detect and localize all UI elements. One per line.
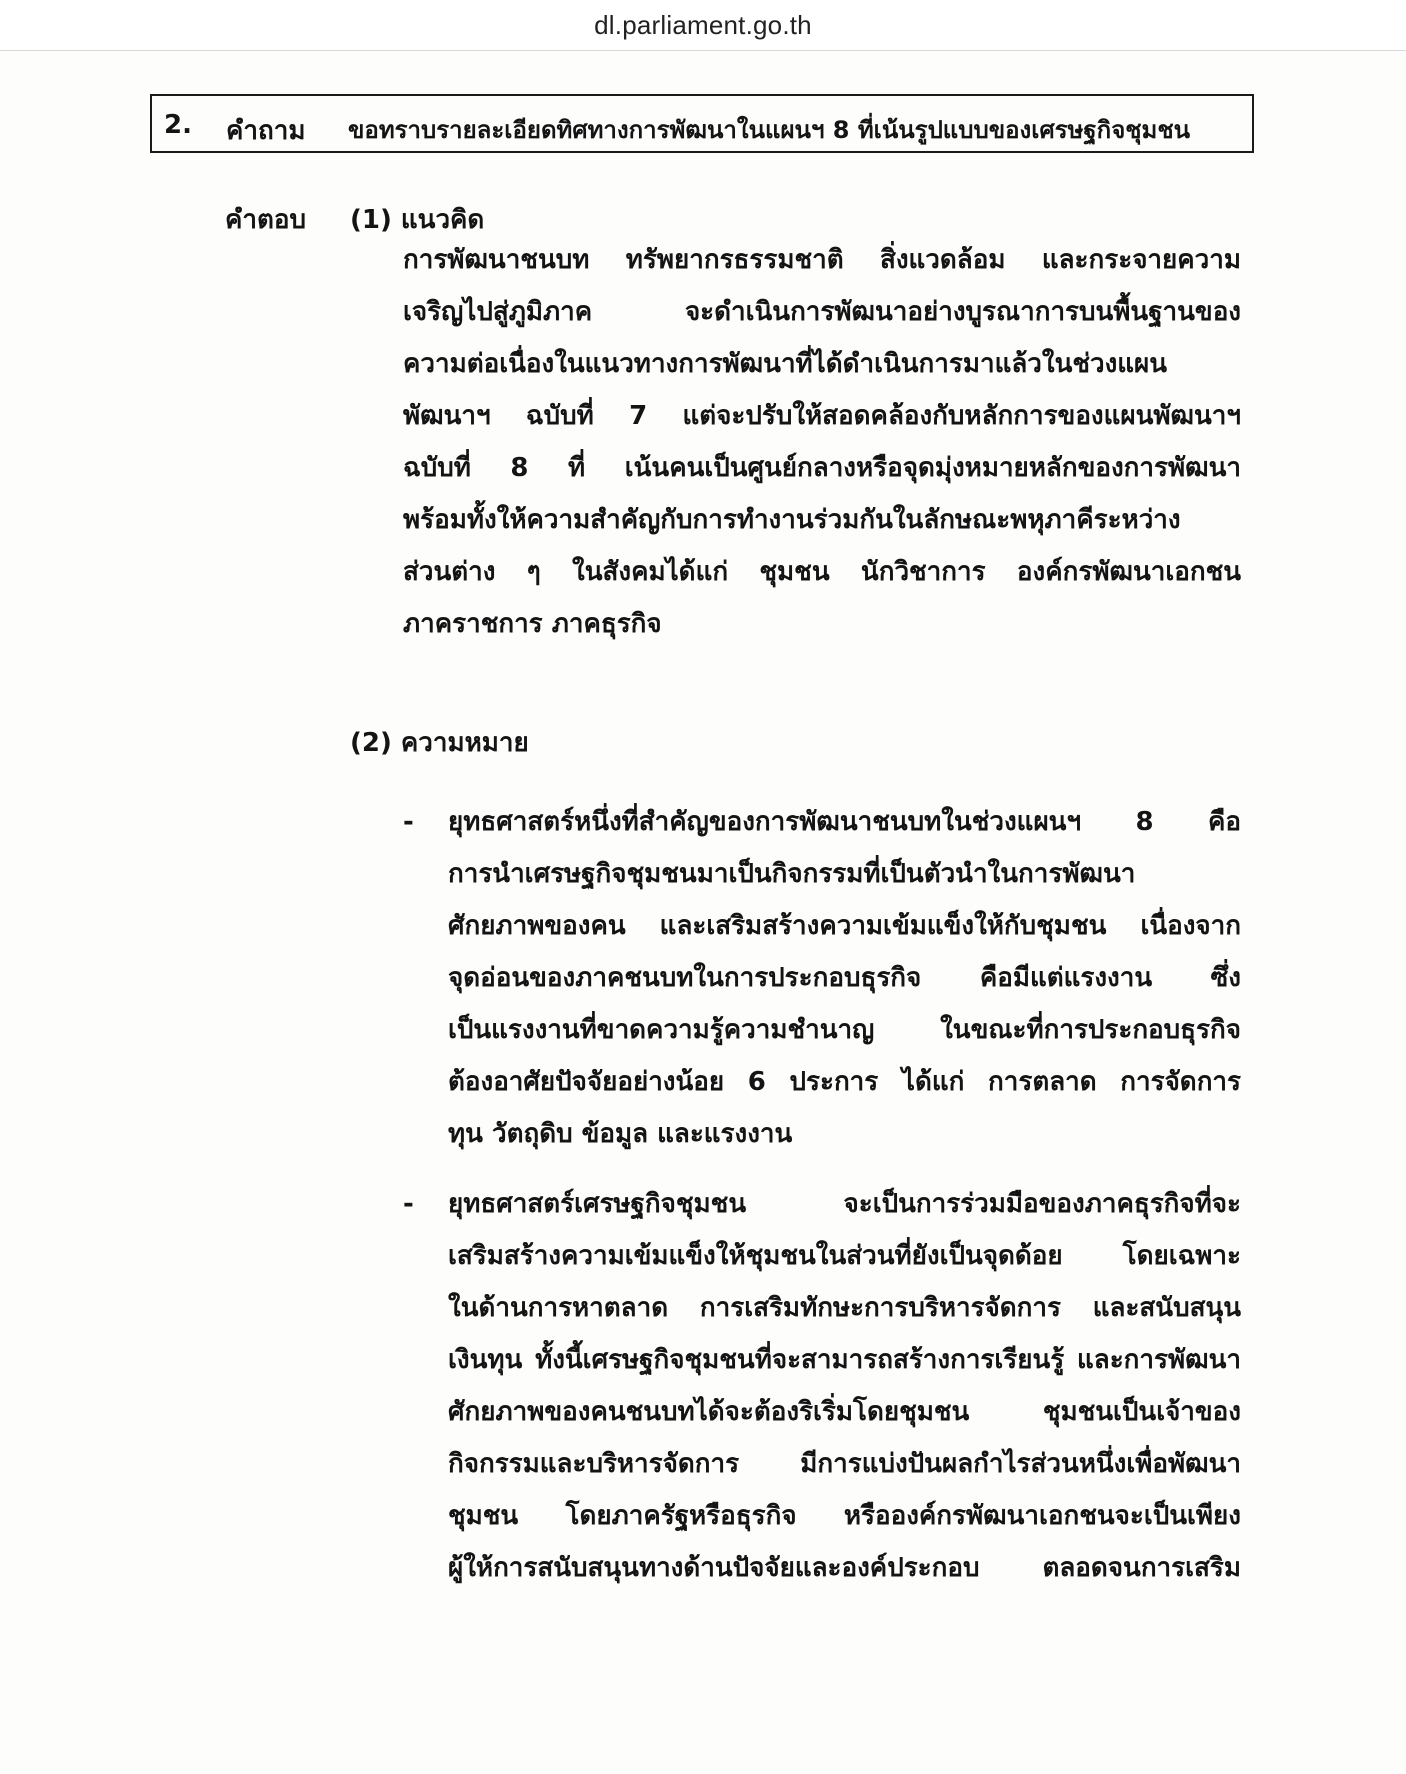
paragraph-line: ในด้านการหาตลาด การเสริมทักษะการบริหารจัดการ และสนับสนุน [448, 1293, 1241, 1323]
paragraph-line: กิจกรรมและบริหารจัดการ มีการแบ่งปันผลกำไรส่วนหนึ่งเพื่อพัฒนา [448, 1449, 1241, 1479]
paragraph-line: พร้อมทั้งให้ความสำคัญกับการทำงานร่วมกันในลักษณะพหุภาคีระหว่าง [403, 505, 1181, 535]
question-number: 2. [164, 110, 192, 140]
paragraph-line: พัฒนาฯ ฉบับที่ 7 แต่จะปรับให้สอดคล้องกับหลักการของแผนพัฒนาฯ [403, 401, 1241, 431]
paragraph-line: ต้องอาศัยปัจจัยอย่างน้อย 6 ประการ ได้แก่ การตลาด การจัดการ [448, 1067, 1241, 1097]
paragraph-line: การนำเศรษฐกิจชุมชนมาเป็นกิจกรรมที่เป็นตัวนำในการพัฒนา [448, 859, 1136, 889]
paragraph-line: ฉบับที่ 8 ที่ เน้นคนเป็นศูนย์กลางหรือจุดมุ่งหมายหลักของการพัฒนา [403, 453, 1241, 483]
paragraph-line: ศักยภาพของคน และเสริมสร้างความเข้มแข็งให้กับชุมชน เนื่องจาก [448, 911, 1241, 941]
bullet-dash: - [403, 1189, 414, 1219]
question-box [150, 94, 1254, 153]
paragraph-line: ภาคราชการ ภาคธุรกิจ [403, 609, 662, 639]
bullet-item [403, 796, 1241, 1160]
question-text: ขอทราบรายละเอียดทิศทางการพัฒนาในแผนฯ 8 ที่เน้นรูปแบบของเศรษฐกิจชุมชน [348, 116, 1191, 144]
paragraph-line: ยุทธศาสตร์เศรษฐกิจชุมชน จะเป็นการร่วมมือของภาคธุรกิจที่จะ [448, 1189, 1241, 1219]
document-page [0, 51, 1406, 1774]
paragraph-line: เสริมสร้างความเข้มแข็งให้ชุมชนในส่วนที่ยังเป็นจุดด้อย โดยเฉพาะ [448, 1241, 1241, 1271]
section-heading-concept: (1) แนวคิด [350, 205, 485, 235]
section-heading-meaning: (2) ความหมาย [350, 728, 529, 758]
concept-paragraph [403, 234, 1241, 650]
paragraph-line: จุดอ่อนของภาคชนบทในการประกอบธุรกิจ คือมีแต่แรงงาน ซึ่ง [448, 963, 1241, 993]
question-label: คำถาม [226, 116, 306, 146]
paragraph-line: ทุน วัตถุดิบ ข้อมูล และแรงงาน [448, 1119, 793, 1149]
paragraph-line: ส่วนต่าง ๆ ในสังคมได้แก่ ชุมชน นักวิชาการ องค์กรพัฒนาเอกชน [403, 557, 1241, 587]
url-text: dl.parliament.go.th [594, 9, 812, 40]
paragraph-line: ยุทธศาสตร์หนึ่งที่สำคัญของการพัฒนาชนบทในช่วงแผนฯ 8 คือ [448, 807, 1241, 837]
paragraph-line: ศักยภาพของคนชนบทได้จะต้องริเริ่มโดยชุมชน ชุมชนเป็นเจ้าของ [448, 1397, 1241, 1427]
paragraph-line: ชุมชน โดยภาครัฐหรือธุรกิจ หรือองค์กรพัฒนาเอกชนจะเป็นเพียง [448, 1501, 1241, 1531]
bullet-item [403, 1178, 1241, 1594]
paragraph-line: ความต่อเนื่องในแนวทางการพัฒนาที่ได้ดำเนินการมาแล้วในช่วงแผน [403, 349, 1168, 379]
bullet-dash: - [403, 807, 414, 837]
bullet-text [448, 796, 1241, 1160]
bullet-text [448, 1178, 1241, 1594]
paragraph-line: เป็นแรงงานที่ขาดความรู้ความชำนาญ ในขณะที่การประกอบธุรกิจ [448, 1015, 1241, 1045]
browser-address-bar[interactable] [0, 0, 1406, 51]
paragraph-line: เงินทุน ทั้งนี้เศรษฐกิจชุมชนที่จะสามารถสร้างการเรียนรู้ และการพัฒนา [448, 1345, 1241, 1375]
paragraph-line: การพัฒนาชนบท ทรัพยากรธรรมชาติ สิ่งแวดล้อม และกระจายความ [403, 245, 1241, 275]
paragraph-line: เจริญไปสู่ภูมิภาค จะดำเนินการพัฒนาอย่างบูรณาการบนพื้นฐานของ [403, 297, 1241, 327]
answer-label: คำตอบ [225, 205, 306, 235]
paragraph-line: ผู้ให้การสนับสนุนทางด้านปัจจัยและองค์ประกอบ ตลอดจนการเสริม [448, 1553, 1241, 1583]
